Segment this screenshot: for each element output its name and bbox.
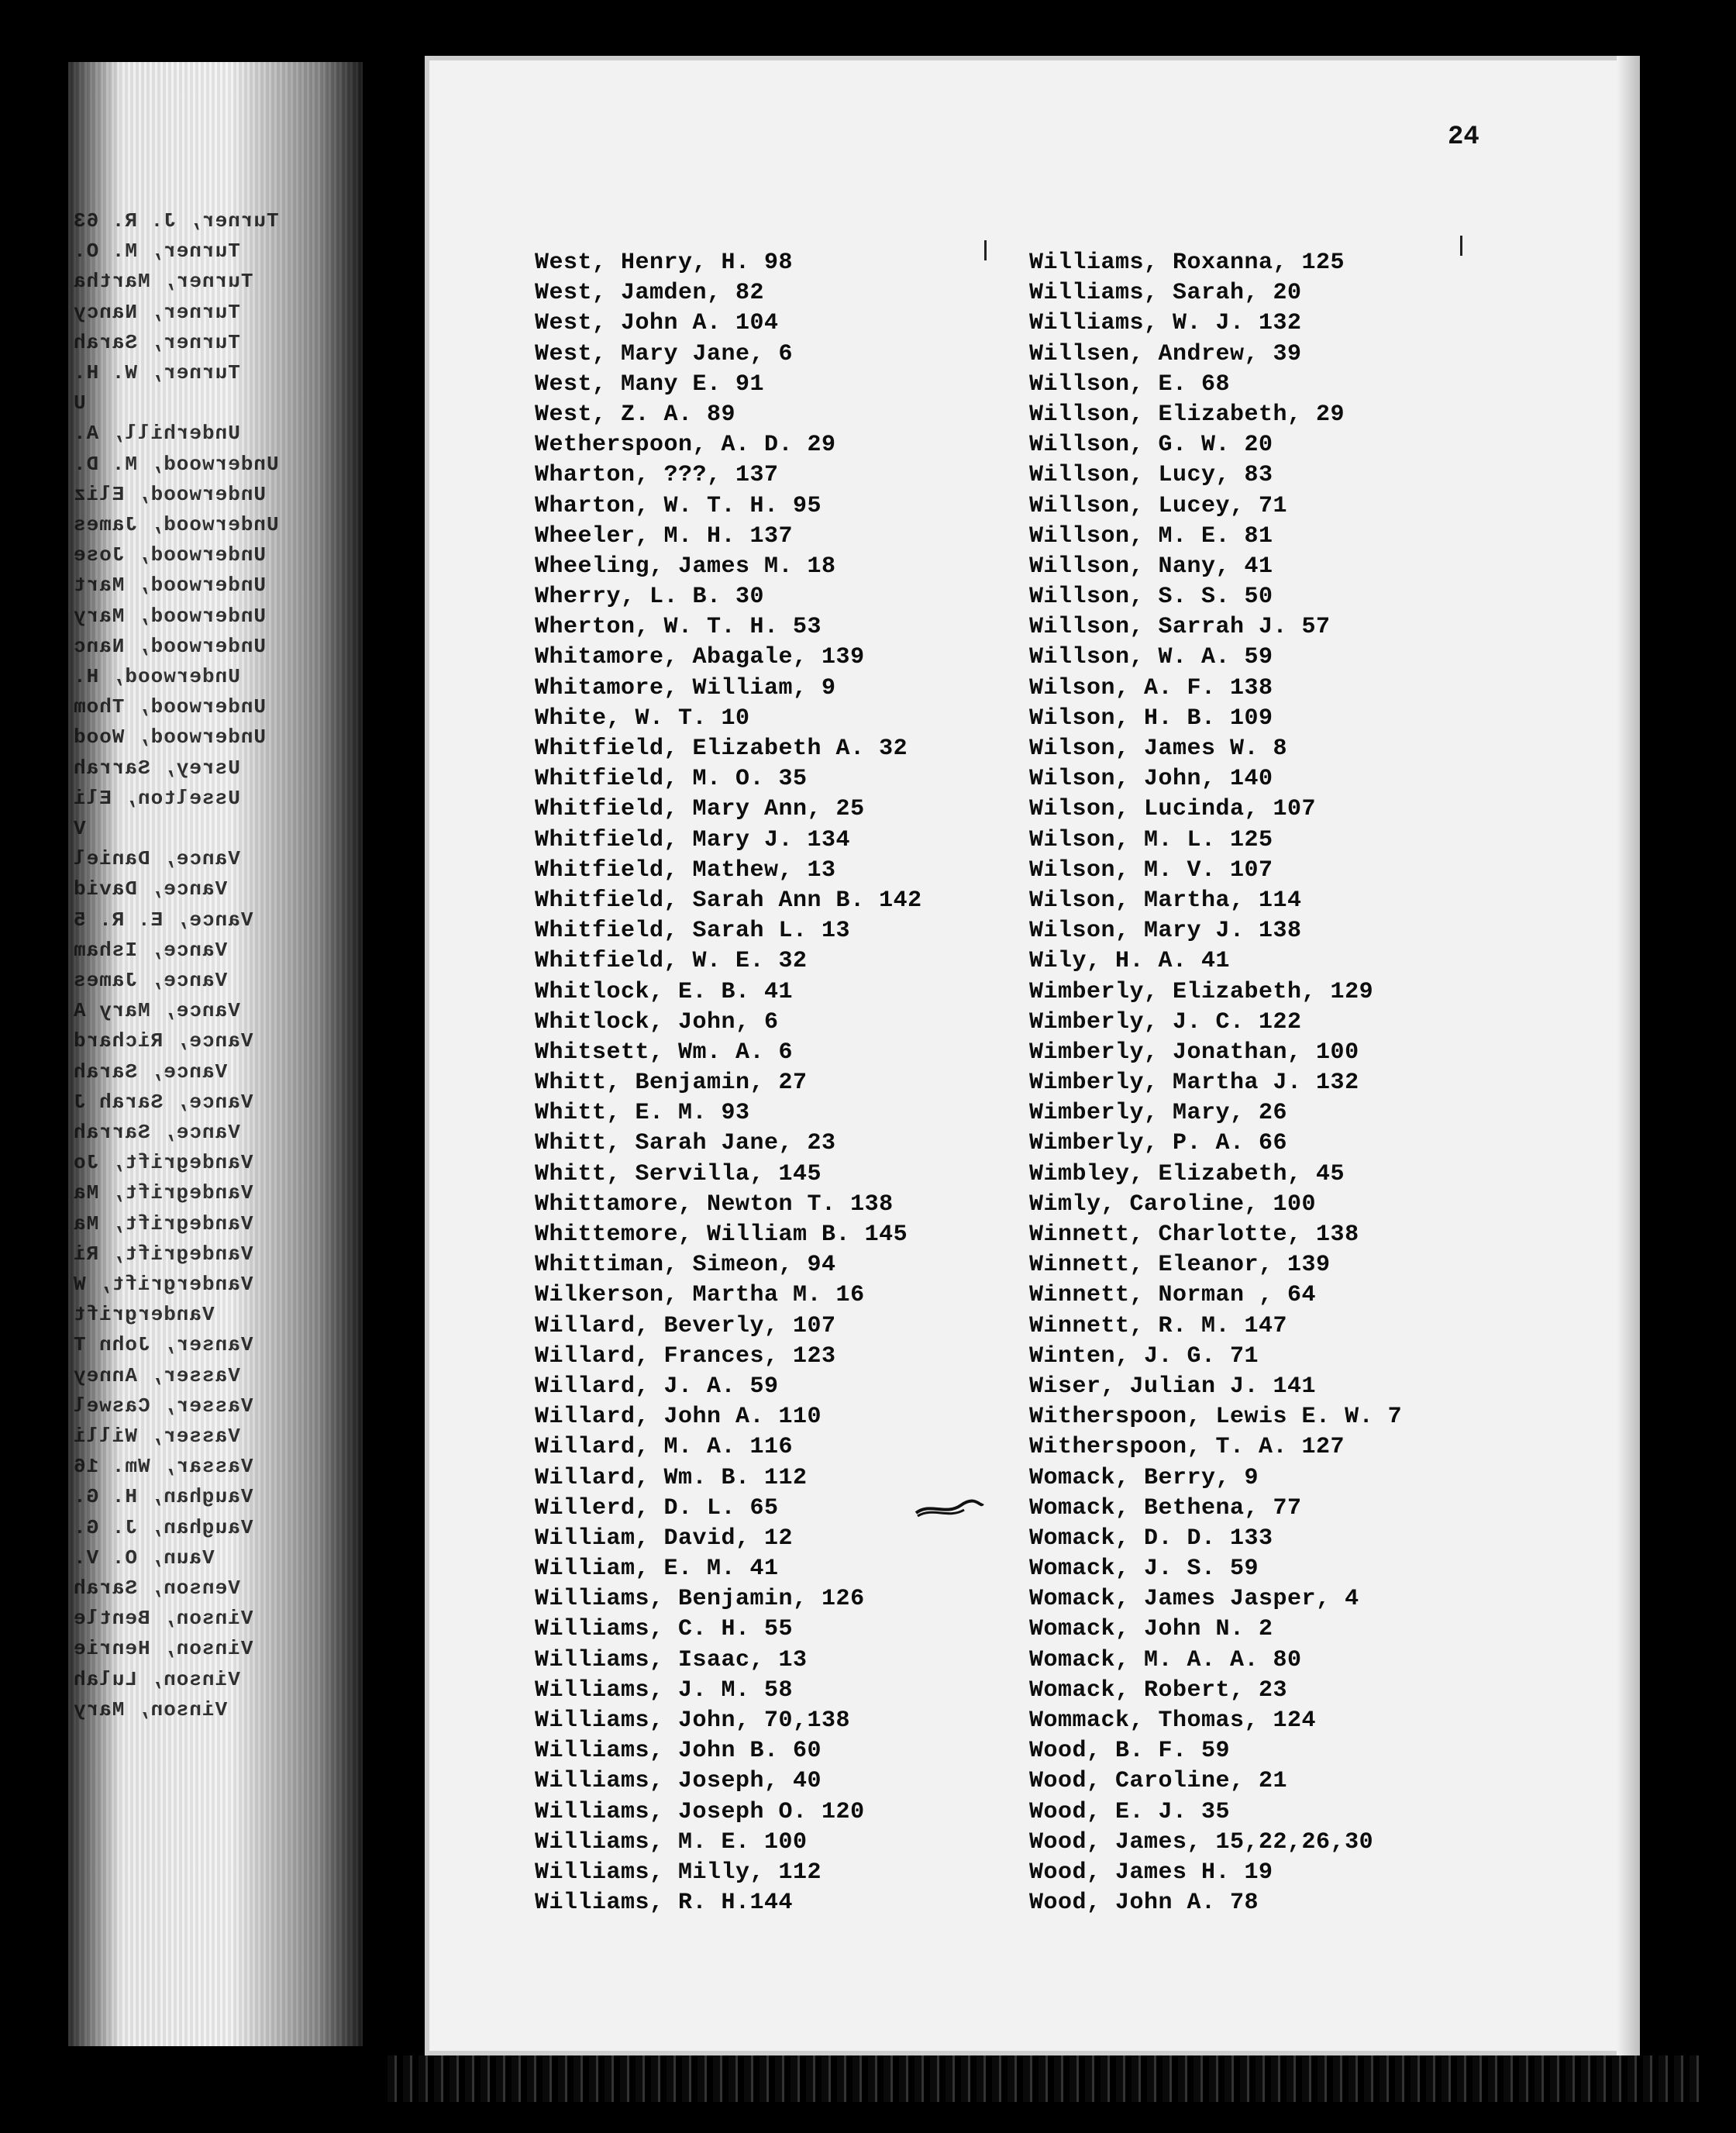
index-entry: Whitfield, Mathew, 13: [535, 856, 836, 884]
index-entry: Whitamore, Abagale, 139: [535, 644, 865, 671]
index-entry: Whitfield, Sarah L. 13: [535, 918, 851, 945]
bleed-line: Vance, Richard: [73, 1029, 253, 1053]
index-entry: Winten, J. G. 71: [1029, 1342, 1259, 1370]
bleed-line: Vandegrift, Ri: [73, 1242, 253, 1266]
index-entry: Williams, Sarah, 20: [1029, 280, 1302, 307]
index-page: [425, 56, 1640, 2055]
bleed-line: Vandegrift, Ma: [73, 1181, 253, 1205]
index-entry: Wharton, ???, 137: [535, 462, 779, 489]
index-entry: Willerd, D. L. 65: [535, 1494, 779, 1521]
index-entry: Williams, Joseph O. 120: [535, 1798, 865, 1825]
index-entry: Wood, John A. 78: [1029, 1890, 1259, 1917]
bleed-line: Vaughan, H. G.: [73, 1485, 253, 1509]
bleed-line: Underhill, A.: [73, 422, 240, 446]
bleed-line: Underwood, James: [73, 513, 279, 536]
index-entry: Wimberly, Martha J. 132: [1029, 1070, 1359, 1097]
index-entry: Wood, James H. 19: [1029, 1859, 1273, 1886]
index-entry: Whitlock, John, 6: [535, 1008, 779, 1035]
bleed-line: Vance, Mary A: [73, 999, 240, 1023]
index-entry: Witherspoon, T. A. 127: [1029, 1434, 1345, 1461]
index-entry: Willard, Wm. B. 112: [535, 1464, 808, 1491]
index-entry: Wilson, H. B. 109: [1029, 705, 1273, 732]
index-entry: Whittemore, William B. 145: [535, 1222, 908, 1248]
index-entry: Willson, M. E. 81: [1029, 522, 1273, 550]
index-entry: West, Henry, H. 98: [535, 250, 794, 276]
bleed-line: Underwood, Jose: [73, 543, 267, 567]
bleed-line: Vaughan, J. G.: [73, 1515, 253, 1539]
bleed-line: Vassar, Wm. 16: [73, 1455, 253, 1479]
bleed-line: Vanser, John T: [73, 1333, 253, 1357]
index-entry: Wherry, L. B. 30: [535, 584, 765, 611]
index-entry: Willson, Sarrah J. 57: [1029, 614, 1331, 641]
index-entry: West, John A. 104: [535, 310, 779, 337]
bleed-line: Vandergrift: [73, 1303, 215, 1327]
bleed-line: Turner, M. O.: [73, 239, 240, 264]
index-entry: Wood, B. F. 59: [1029, 1738, 1231, 1765]
index-entry: Wilson, A. F. 138: [1029, 674, 1273, 701]
index-entry: Willson, Elizabeth, 29: [1029, 401, 1345, 428]
index-entry: Williams, W. J. 132: [1029, 310, 1302, 337]
bleed-line: Vandegrift, Jo: [73, 1151, 253, 1175]
index-entry: Wilson, Mary J. 138: [1029, 918, 1302, 945]
index-entry: Whitt, Servilla, 145: [535, 1160, 822, 1187]
index-entry: Wetherspoon, A. D. 29: [535, 432, 836, 459]
index-entry: Williams, Benjamin, 126: [535, 1586, 865, 1613]
bleed-line: Turner, Martha: [73, 270, 253, 294]
index-entry: Willson, Lucy, 83: [1029, 462, 1273, 489]
index-entry: Williams, M. E. 100: [535, 1828, 808, 1856]
index-entry: Willard, John A. 110: [535, 1404, 822, 1431]
index-entry: Wheeling, James M. 18: [535, 553, 836, 580]
index-entry: Wilson, John, 140: [1029, 766, 1273, 793]
index-entry: West, Mary Jane, 6: [535, 340, 794, 367]
index-entry: Winnett, Norman , 64: [1029, 1282, 1317, 1309]
index-entry: Womack, D. D. 133: [1029, 1525, 1273, 1552]
index-entry: Wherton, W. T. H. 53: [535, 614, 822, 641]
index-entry: Whitsett, Wm. A. 6: [535, 1039, 794, 1066]
index-entry: Williams, John, 70,138: [535, 1707, 851, 1734]
index-entry: Wimberly, Elizabeth, 129: [1029, 978, 1374, 1005]
bleed-line: Turner, W. H.: [73, 361, 240, 384]
index-entry: Whitfield, Mary Ann, 25: [535, 796, 865, 823]
bleed-line: Underwood, M. D.: [73, 452, 279, 476]
index-entry: Williams, J. M. 58: [535, 1676, 794, 1704]
index-entry: Williams, Isaac, 13: [535, 1646, 808, 1673]
index-entry: Willson, E. 68: [1029, 370, 1231, 398]
bleed-line: Vinson, Bentle: [73, 1607, 253, 1631]
bleed-line: U: [73, 391, 86, 415]
index-entry: Wharton, W. T. H. 95: [535, 492, 822, 519]
index-entry: Winnett, Charlotte, 138: [1029, 1222, 1359, 1248]
bleed-line: Vasser, Willi: [73, 1425, 240, 1448]
index-entry: Willsen, Andrew, 39: [1029, 340, 1302, 367]
index-entry: William, E. M. 41: [535, 1556, 779, 1583]
index-entry: Willard, Beverly, 107: [535, 1312, 836, 1339]
index-entry: Whitt, E. M. 93: [535, 1100, 750, 1127]
bleed-line: Vance, Isham: [73, 938, 228, 962]
index-entry: Womack, Bethena, 77: [1029, 1494, 1302, 1521]
index-entry: Wood, E. J. 35: [1029, 1798, 1231, 1825]
index-entry: Whitlock, E. B. 41: [535, 978, 794, 1005]
index-entry: Whitfield, Sarah Ann B. 142: [535, 887, 922, 914]
index-entry: Wimberly, Jonathan, 100: [1029, 1039, 1359, 1066]
film-edge-noise: [388, 2055, 1705, 2102]
bleed-line: Venson, Sarah: [73, 1576, 240, 1600]
bleed-line: Vance, Sarah J: [73, 1090, 253, 1114]
bleed-line: Underwood, Mart: [73, 574, 267, 598]
bleed-line: Usrey, Sarrah: [73, 756, 240, 780]
index-entry: Willson, Lucey, 71: [1029, 492, 1288, 519]
index-entry: Willson, Nany, 41: [1029, 553, 1273, 580]
pen-mark: [984, 240, 987, 260]
bleed-line: Vance, Sarah: [73, 1060, 228, 1084]
index-entry: Wood, Caroline, 21: [1029, 1768, 1288, 1795]
index-entry: Wilson, James W. 8: [1029, 736, 1288, 762]
surname-index-column-right: [1029, 248, 1402, 1918]
bleed-line: Vaun, O. V.: [73, 1545, 215, 1570]
bleed-line: Vance, James: [73, 969, 228, 992]
bleed-line: Vasser, Caswel: [73, 1394, 253, 1418]
index-entry: Williams, C. H. 55: [535, 1616, 794, 1643]
previous-page-bleed: [68, 62, 363, 2046]
bleed-line: Underwood, Eliz: [73, 482, 267, 506]
index-entry: Williams, Roxanna, 125: [1029, 250, 1345, 276]
bleed-line: Underwood, Nanc: [73, 634, 267, 658]
index-entry: Willson, G. W. 20: [1029, 432, 1273, 459]
index-entry: William, David, 12: [535, 1525, 794, 1552]
index-entry: Womack, M. A. A. 80: [1029, 1646, 1302, 1673]
index-entry: Wimbley, Elizabeth, 45: [1029, 1160, 1345, 1187]
index-entry: West, Many E. 91: [535, 370, 765, 398]
index-entry: Womack, Robert, 23: [1029, 1676, 1288, 1704]
bleed-line: Vinson, Henrie: [73, 1637, 253, 1661]
index-entry: Wilson, M. L. 125: [1029, 826, 1273, 853]
index-entry: Wimly, Caroline, 100: [1029, 1191, 1317, 1218]
index-entry: Wimberly, P. A. 66: [1029, 1130, 1288, 1157]
index-entry: Wimberly, Mary, 26: [1029, 1100, 1288, 1127]
index-entry: Williams, John B. 60: [535, 1738, 822, 1765]
bleed-line: Vandergrift, W: [73, 1273, 253, 1296]
index-entry: West, Z. A. 89: [535, 401, 736, 428]
index-entry: Winnett, Eleanor, 139: [1029, 1252, 1331, 1279]
bleed-line: Underwood, H.: [73, 665, 240, 688]
index-entry: Willard, J. A. 59: [535, 1373, 779, 1400]
bleed-line: Vandegrift, Ma: [73, 1211, 253, 1235]
index-entry: West, Jamden, 82: [535, 280, 765, 307]
index-entry: Williams, Joseph, 40: [535, 1768, 822, 1795]
bleed-line: Vance, David: [73, 877, 228, 901]
index-entry: Witherspoon, Lewis E. W. 7: [1029, 1404, 1403, 1431]
index-entry: Wheeler, M. H. 137: [535, 522, 794, 550]
index-entry: Whittamore, Newton T. 138: [535, 1191, 894, 1218]
ink-smudge: [914, 1497, 984, 1519]
index-entry: Willard, M. A. 116: [535, 1434, 794, 1461]
index-entry: White, W. T. 10: [535, 705, 750, 732]
bleed-line: Underwood, Wood: [73, 725, 267, 749]
page-number: 24: [1448, 122, 1479, 152]
index-entry: Whittiman, Simeon, 94: [535, 1252, 836, 1279]
index-entry: Whitfield, Mary J. 134: [535, 826, 851, 853]
index-entry: Willard, Frances, 123: [535, 1342, 836, 1370]
index-entry: Whitt, Benjamin, 27: [535, 1070, 808, 1097]
index-entry: Whitfield, W. E. 32: [535, 948, 808, 975]
bleed-line: Vinson, Lulah: [73, 1667, 240, 1691]
bleed-line: Usselton, Eli: [73, 786, 240, 810]
index-entry: Williams, R. H.144: [535, 1890, 794, 1917]
index-entry: Winnett, R. M. 147: [1029, 1312, 1288, 1339]
index-entry: Whitfield, M. O. 35: [535, 766, 808, 793]
index-entry: Wommack, Thomas, 124: [1029, 1707, 1317, 1734]
index-entry: Womack, J. S. 59: [1029, 1556, 1259, 1583]
index-entry: Wilson, Martha, 114: [1029, 887, 1302, 914]
bleed-line: Vance, E. R. 5: [73, 908, 253, 932]
bleed-line: Vinson, Mary: [73, 1697, 228, 1721]
bleed-line: Turner, J. R. 63: [73, 209, 279, 233]
pen-mark: [1460, 236, 1462, 256]
index-entry: Wimberly, J. C. 122: [1029, 1008, 1302, 1035]
bleed-line: Underwood, Thom: [73, 695, 267, 719]
bleed-line: Vance, Daniel: [73, 847, 240, 871]
bleed-line: Turner, Nancy: [73, 300, 240, 324]
index-entry: Womack, John N. 2: [1029, 1616, 1273, 1643]
bleed-line: Vasser, Anney: [73, 1363, 240, 1387]
index-entry: Womack, James Jasper, 4: [1029, 1586, 1359, 1613]
index-entry: Whitamore, William, 9: [535, 674, 836, 701]
index-entry: Whitt, Sarah Jane, 23: [535, 1130, 836, 1157]
index-entry: Whitfield, Elizabeth A. 32: [535, 736, 908, 762]
index-entry: Wilson, M. V. 107: [1029, 856, 1273, 884]
index-entry: Wily, H. A. 41: [1029, 948, 1231, 975]
index-entry: Williams, Milly, 112: [535, 1859, 822, 1886]
index-entry: Wiser, Julian J. 141: [1029, 1373, 1317, 1400]
surname-index-column-left: [535, 248, 922, 1918]
index-entry: Wilson, Lucinda, 107: [1029, 796, 1317, 823]
bleed-line: Turner, Sarah: [73, 330, 240, 354]
index-entry: Womack, Berry, 9: [1029, 1464, 1259, 1491]
mirrored-text-bleed: [68, 62, 332, 2046]
bleed-line: Vance, Sarrah: [73, 1121, 240, 1144]
bleed-line: V: [73, 817, 86, 840]
bleed-line: Underwood, Mary: [73, 604, 267, 628]
index-entry: Wood, James, 15,22,26,30: [1029, 1828, 1374, 1856]
index-entry: Willson, W. A. 59: [1029, 644, 1273, 671]
index-entry: Willson, S. S. 50: [1029, 584, 1273, 611]
index-entry: Wilkerson, Martha M. 16: [535, 1282, 865, 1309]
